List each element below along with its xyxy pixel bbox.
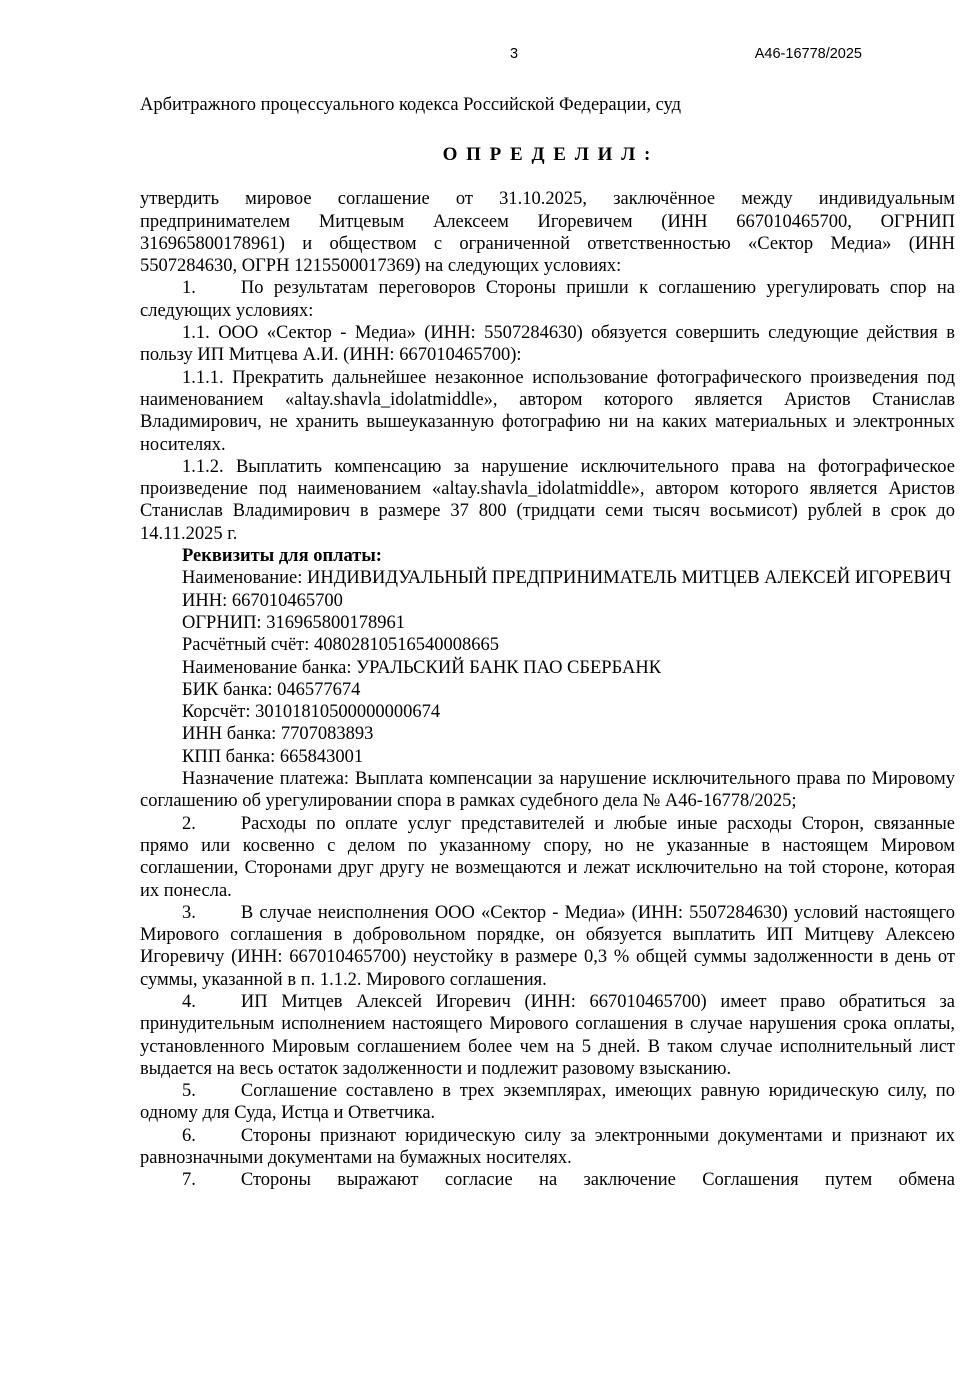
paragraph-number: 3. (182, 902, 196, 923)
numbered-paragraph: 5. Соглашение составлено в трех экземплярах, имеющих равную юридическую силу, по одному для Суда, Истца и Ответчика. (140, 1081, 955, 1124)
paragraph: БИК банка: 046577674 (182, 679, 361, 700)
paragraph-number: 6. (182, 1125, 196, 1146)
paragraph: Расчётный счёт: 40802810516540008665 (182, 635, 500, 656)
continuation-line: Арбитражного процессуального кодекса Российской Федерации, суд (140, 95, 682, 115)
paragraph: ИНН: 667010465700 (182, 590, 343, 611)
paragraph: 1.1. ООО «Сектор - Медиа» (ИНН: 5507284630) обязуется совершить следующие действия в пользу ИП Митцева А.И. (ИНН: 667010465700): (140, 323, 955, 366)
page-header (140, 46, 955, 62)
paragraph: 1.1.1. Прекратить дальнейшее незаконное использование фотографического произведения под наименованием «altay.shavla_idolatmiddle», автором которого является Аристов Станислав Владимирович, не хранить вышеуказанную фотографию ни на каких материальных и электронных носителях. (140, 367, 955, 455)
paragraph: Наименование банка: УРАЛЬСКИЙ БАНК ПАО СБЕРБАНК (182, 657, 662, 678)
paragraph: КПП банка: 665843001 (182, 746, 364, 767)
paragraph-number: 1. (182, 278, 196, 299)
paragraph: 1.1.2. Выплатить компенсацию за нарушение исключительного права на фотографическое произведение под наименованием «altay.shavla_idolatmiddle», автором которого является Аристов Станислав Владимирович в размере 37 800 (тридцати семи тысяч восьмисот) рублей в срок до 14.11.2025 г. (140, 456, 955, 544)
paragraph-number: 7. (182, 1170, 196, 1191)
paragraph: ОГРНИП: 316965800178961 (182, 612, 405, 633)
paragraph-number: 5. (182, 1081, 196, 1102)
numbered-paragraph: 2. Расходы по оплате услуг представителей и любые иные расходы Сторон, связанные прямо или косвенно с делом по указанному спору, но не указанные в настоящем Мировом соглашении, Сторонами друг другу не возмещаются и лежат исключительно на той стороне, которая их понесла. (140, 813, 955, 901)
paragraph-number: 4. (182, 991, 196, 1012)
ruling-heading: О П Р Е Д Е Л И Л : (442, 144, 653, 166)
numbered-paragraph: 1. По результатам переговоров Стороны пришли к соглашению урегулировать спор на следующих условиях: (140, 278, 955, 321)
page-number: 3 (510, 46, 519, 62)
paragraph: Назначение платежа: Выплата компенсации за нарушение исключительного права по Мировому соглашению об урегулировании спора в рамках судебного дела № А46-16778/2025; (140, 769, 955, 812)
numbered-paragraph: 6. Стороны признают юридическую силу за электронными документами и признают их равнозначными документами на бумажных носителях. (140, 1125, 955, 1169)
paragraph: ИНН банка: 7707083893 (182, 724, 374, 745)
numbered-paragraph: 3. В случае неисполнения ООО «Сектор - Медиа» (ИНН: 5507284630) условий настоящего Мирового соглашения в добровольном порядке, он обязуется выплатить ИП Митцеву Алексею Игоревичу (ИНН: 667010465700) неустойку в размере 0,3 % общей суммы задолженности в день от суммы, указанной в п. 1.1.2. Мирового соглашения. (140, 902, 955, 990)
paragraph: утвердить мировое соглашение от 31.10.2025, заключённое между индивидуальным предпринимателем Митцевым Алексеем Игоревичем (ИНН 667010465700, ОГРНИП 316965800178961) и обществом с ограниченной ответственностью «Сектор Медиа» (ИНН 5507284630, ОГРН 1215500017369) на следующих условиях: (140, 189, 955, 277)
case-number: А46-16778/2025 (754, 46, 862, 62)
numbered-paragraph: 4. ИП Митцев Алексей Игоревич (ИНН: 667010465700) имеет право обратиться за принудительным исполнением настоящего Мирового соглашения в случае нарушения срока оплаты, установленного Мировым соглашением более чем на 5 дней. В таком случае исполнительный лист выдается на весь остаток задолженности и подлежит разовому взысканию. (140, 991, 955, 1079)
paragraph: Реквизиты для оплаты: (182, 546, 382, 567)
paragraph: Корсчёт: 30101810500000000674 (182, 702, 441, 723)
document-body (140, 188, 955, 1191)
numbered-paragraph: 7. Стороны выражают согласие на заключение Соглашения путем обмена (182, 1170, 955, 1191)
paragraph: Наименование: ИНДИВИДУАЛЬНЫЙ ПРЕДПРИНИМАТЕЛЬ МИТЦЕВ АЛЕКСЕЙ ИГОРЕВИЧ (182, 568, 952, 589)
paragraph-number: 2. (182, 813, 196, 834)
